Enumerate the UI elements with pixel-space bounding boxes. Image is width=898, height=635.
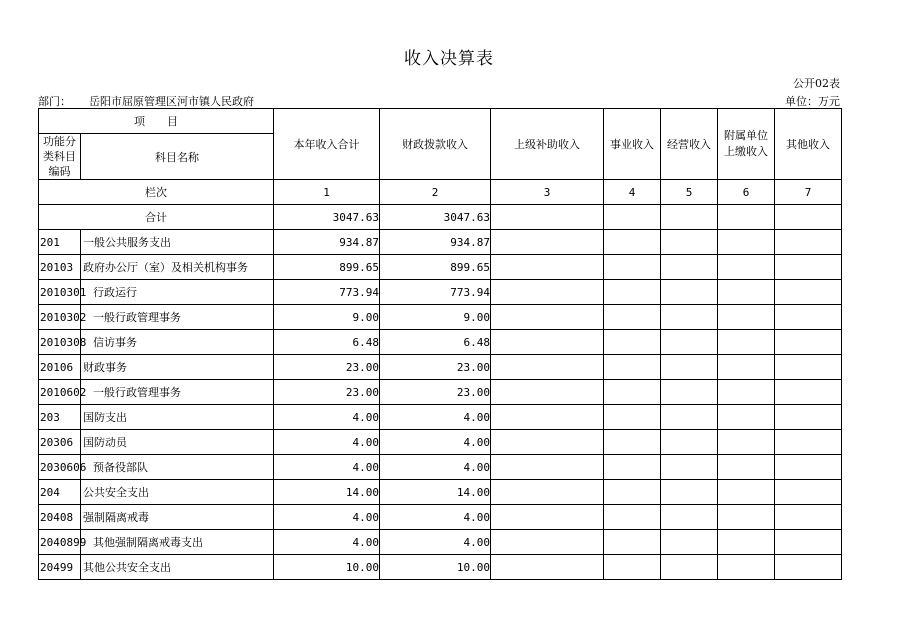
row-name: 一般行政管理事务 [81, 305, 274, 330]
header-col-affiliated: 附属单位上缴收入 [718, 109, 775, 180]
row-superior [491, 355, 604, 380]
row-other [775, 430, 842, 455]
row-superior [491, 255, 604, 280]
row-affiliated [718, 555, 775, 580]
row-code: 201 [39, 230, 81, 255]
col-no-6: 6 [718, 180, 775, 205]
row-business [604, 555, 661, 580]
row-other [775, 455, 842, 480]
department-label: 部门： [38, 95, 71, 108]
row-fiscal: 23.00 [380, 355, 491, 380]
table-row [39, 505, 842, 530]
row-affiliated [718, 405, 775, 430]
row-operating [661, 480, 718, 505]
row-business [604, 380, 661, 405]
row-affiliated [718, 430, 775, 455]
row-other [775, 255, 842, 280]
row-fiscal: 4.00 [380, 405, 491, 430]
header-subject-name: 科目名称 [81, 134, 274, 180]
row-operating [661, 355, 718, 380]
row-fiscal: 9.00 [380, 305, 491, 330]
row-total: 4.00 [274, 430, 380, 455]
row-operating [661, 230, 718, 255]
table-row [39, 355, 842, 380]
row-business [604, 505, 661, 530]
row-operating [661, 405, 718, 430]
row-other [775, 505, 842, 530]
row-operating [661, 455, 718, 480]
table-row [39, 430, 842, 455]
table-row [39, 455, 842, 480]
row-affiliated [718, 480, 775, 505]
col-no-1: 1 [274, 180, 380, 205]
row-operating [661, 280, 718, 305]
row-business [604, 280, 661, 305]
total-label: 合计 [39, 205, 274, 230]
row-superior [491, 505, 604, 530]
header-col-total: 本年收入合计 [274, 109, 380, 180]
row-affiliated [718, 380, 775, 405]
total-fiscal: 3047.63 [380, 205, 491, 230]
row-name: 国防支出 [81, 405, 274, 430]
row-code: 204 [39, 480, 81, 505]
row-business [604, 530, 661, 555]
row-fiscal: 4.00 [380, 505, 491, 530]
row-fiscal: 23.00 [380, 380, 491, 405]
row-other [775, 555, 842, 580]
income-table [38, 108, 842, 580]
row-code: 20499 [39, 555, 81, 580]
table-row [39, 480, 842, 505]
header-col-operating: 经营收入 [661, 109, 718, 180]
row-total: 773.94 [274, 280, 380, 305]
row-code: 203 [39, 405, 81, 430]
row-other [775, 305, 842, 330]
row-affiliated [718, 355, 775, 380]
row-other [775, 530, 842, 555]
row-code: 20106 [39, 355, 81, 380]
row-superior [491, 305, 604, 330]
row-fiscal: 934.87 [380, 230, 491, 255]
row-superior [491, 330, 604, 355]
row-affiliated [718, 455, 775, 480]
table-row [39, 280, 842, 305]
row-fiscal: 6.48 [380, 330, 491, 355]
row-business [604, 255, 661, 280]
row-business [604, 355, 661, 380]
row-name: 其他公共安全支出 [81, 555, 274, 580]
row-business [604, 405, 661, 430]
row-name: 政府办公厅（室）及相关机构事务 [81, 255, 274, 280]
row-code: 2010301 [39, 280, 81, 305]
row-total: 4.00 [274, 405, 380, 430]
row-name: 一般公共服务支出 [81, 230, 274, 255]
row-code: 2030606 [39, 455, 81, 480]
row-name: 强制隔离戒毒 [81, 505, 274, 530]
row-other [775, 230, 842, 255]
col-no-4: 4 [604, 180, 661, 205]
row-business [604, 230, 661, 255]
row-total: 23.00 [274, 355, 380, 380]
row-fiscal: 10.00 [380, 555, 491, 580]
table-row [39, 255, 842, 280]
row-code: 2010602 [39, 380, 81, 405]
row-superior [491, 405, 604, 430]
row-other [775, 405, 842, 430]
row-total: 14.00 [274, 480, 380, 505]
row-affiliated [718, 230, 775, 255]
table-row [39, 530, 842, 555]
row-business [604, 480, 661, 505]
row-fiscal: 899.65 [380, 255, 491, 280]
row-operating [661, 255, 718, 280]
row-affiliated [718, 255, 775, 280]
row-total: 4.00 [274, 505, 380, 530]
row-superior [491, 455, 604, 480]
row-business [604, 455, 661, 480]
table-row [39, 380, 842, 405]
row-operating [661, 555, 718, 580]
row-operating [661, 380, 718, 405]
row-code: 2010308 [39, 330, 81, 355]
row-operating [661, 305, 718, 330]
row-code: 2010302 [39, 305, 81, 330]
row-superior [491, 530, 604, 555]
row-name: 公共安全支出 [81, 480, 274, 505]
row-name: 行政运行 [81, 280, 274, 305]
row-affiliated [718, 530, 775, 555]
row-operating [661, 530, 718, 555]
row-total: 934.87 [274, 230, 380, 255]
table-row [39, 305, 842, 330]
row-other [775, 480, 842, 505]
row-total: 4.00 [274, 455, 380, 480]
row-fiscal: 4.00 [380, 430, 491, 455]
header-func-code: 功能分类科目编码 [39, 134, 81, 180]
row-code: 20408 [39, 505, 81, 530]
row-business [604, 305, 661, 330]
row-name: 其他强制隔离戒毒支出 [81, 530, 274, 555]
row-name: 预备役部队 [81, 455, 274, 480]
table-row [39, 330, 842, 355]
row-other [775, 280, 842, 305]
row-name: 财政事务 [81, 355, 274, 380]
row-total: 9.00 [274, 305, 380, 330]
row-other [775, 330, 842, 355]
row-total: 23.00 [274, 380, 380, 405]
row-superior [491, 480, 604, 505]
row-affiliated [718, 330, 775, 355]
row-code: 2040899 [39, 530, 81, 555]
row-operating [661, 430, 718, 455]
total-sum: 3047.63 [274, 205, 380, 230]
unit-label: 单位：万元 [785, 95, 840, 108]
row-total: 899.65 [274, 255, 380, 280]
row-operating [661, 330, 718, 355]
row-code: 20306 [39, 430, 81, 455]
table-row [39, 555, 842, 580]
row-name: 一般行政管理事务 [81, 380, 274, 405]
row-superior [491, 280, 604, 305]
table-row [39, 405, 842, 430]
data-rows [39, 230, 842, 580]
row-superior [491, 230, 604, 255]
row-affiliated [718, 280, 775, 305]
row-superior [491, 430, 604, 455]
row-other [775, 380, 842, 405]
row-total: 6.48 [274, 330, 380, 355]
row-operating [661, 505, 718, 530]
row-superior [491, 380, 604, 405]
header-col-fiscal: 财政拨款收入 [380, 109, 491, 180]
row-code: 20103 [39, 255, 81, 280]
row-name: 信访事务 [81, 330, 274, 355]
row-business [604, 330, 661, 355]
header-col-row-label: 栏次 [39, 180, 274, 205]
row-affiliated [718, 505, 775, 530]
header-col-business: 事业收入 [604, 109, 661, 180]
row-business [604, 430, 661, 455]
row-total: 4.00 [274, 530, 380, 555]
row-fiscal: 14.00 [380, 480, 491, 505]
row-affiliated [718, 305, 775, 330]
table-row [39, 230, 842, 255]
col-no-7: 7 [775, 180, 842, 205]
header-item: 项 目 [39, 109, 274, 134]
department-line [38, 93, 254, 109]
col-no-2: 2 [380, 180, 491, 205]
total-row [39, 205, 842, 230]
row-fiscal: 4.00 [380, 455, 491, 480]
row-fiscal: 4.00 [380, 530, 491, 555]
form-number: 公开02表 [793, 77, 840, 90]
col-no-3: 3 [491, 180, 604, 205]
row-superior [491, 555, 604, 580]
row-total: 10.00 [274, 555, 380, 580]
col-no-5: 5 [661, 180, 718, 205]
department-name: 岳阳市屈原管理区河市镇人民政府 [89, 95, 254, 108]
page-title: 收入决算表 [404, 49, 494, 69]
row-fiscal: 773.94 [380, 280, 491, 305]
row-other [775, 355, 842, 380]
row-name: 国防动员 [81, 430, 274, 455]
header-col-other: 其他收入 [775, 109, 842, 180]
header-col-superior: 上级补助收入 [491, 109, 604, 180]
